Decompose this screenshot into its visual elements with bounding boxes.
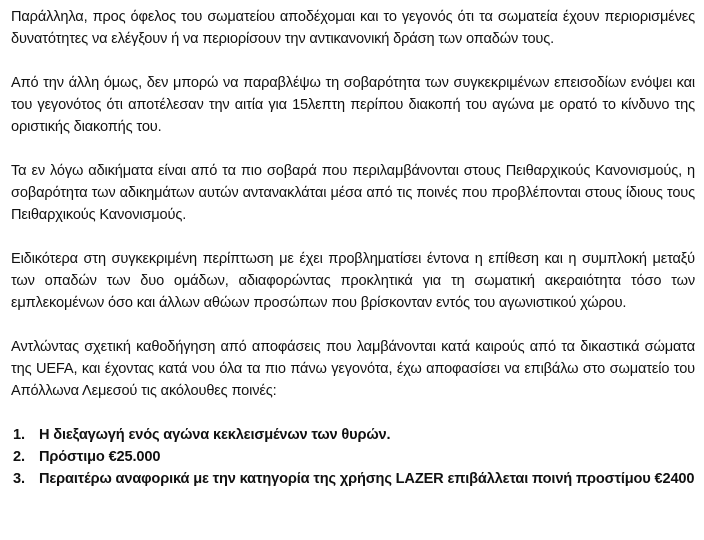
paragraph-incident-severity: Από την άλλη όμως, δεν μπορώ να παραβλέψω τη σοβαρότητα των συγκεκριμένων επεισοδίων ενόψει και του γεγονότος ότι αποτέλεσαν την αιτία για 15λεπτη περίπου διακοπή του αγώνα με ορατό το κίνδυνο της οριστικής διακοπής του.: [11, 75, 695, 135]
penalty-text: Περαιτέρω αναφορικά με την κατηγορία της χρήσης LAZER επιβάλλεται ποινή προστίμου €2400: [39, 471, 695, 487]
penalty-item: [11, 424, 695, 446]
penalty-text: Η διεξαγωγή ενός αγώνα κεκλεισμένων των θυρών.: [39, 427, 391, 443]
penalty-text: Πρόστιμο €25.000: [39, 449, 161, 465]
penalty-number: 3.: [13, 471, 25, 487]
document-page: [11, 6, 695, 490]
penalty-item: [11, 446, 695, 468]
penalties-list: [11, 424, 695, 490]
penalty-number: 2.: [13, 449, 25, 465]
paragraph-uefa-guidance: Αντλώντας σχετική καθοδήγηση από αποφάσεις που λαμβάνονται κατά καιρούς από τα δικαστικά σώματα της UEFA, και έχοντας κατά νου όλα τα πιο πάνω γεγονότα, έχω αποφασίσει να επιβάλω στο σωματείο του Απόλλωνα Λεμεσού τις ακόλουθες ποινές:: [11, 339, 695, 399]
penalty-item: [11, 468, 695, 490]
paragraph-club-limitations: Παράλληλα, προς όφελος του σωματείου αποδέχομαι και το γεγονός ότι τα σωματεία έχουν περιορισμένες δυνατότητες να ελέγξουν ή να περιορίσουν την αντικανονική δράση των οπαδών τους.: [11, 9, 695, 47]
penalty-number: 1.: [13, 427, 25, 443]
paragraph-offence-seriousness: Τα εν λόγω αδικήματα είναι από τα πιο σοβαρά που περιλαμβάνονται στους Πειθαρχικούς Κανονισμούς, η σοβαρότητα των αδικημάτων αυτών αντανακλάται μέσα από τις ποινές που προβλέπονται στους ίδιους τους Πειθαρχικούς Κανονισμούς.: [11, 163, 695, 223]
paragraph-fan-clash: Ειδικότερα στη συγκεκριμένη περίπτωση με έχει προβληματίσει έντονα η επίθεση και η συμπλοκή μεταξύ των οπαδών των δυο ομάδων, αδιαφορώντας προκλητικά για τη σωματική ακεραιότητα τόσο των εμπλεκομένων όσο και άλλων αθώων προσώπων που βρίσκονταν εντός του αγωνιστικού χώρου.: [11, 251, 695, 311]
